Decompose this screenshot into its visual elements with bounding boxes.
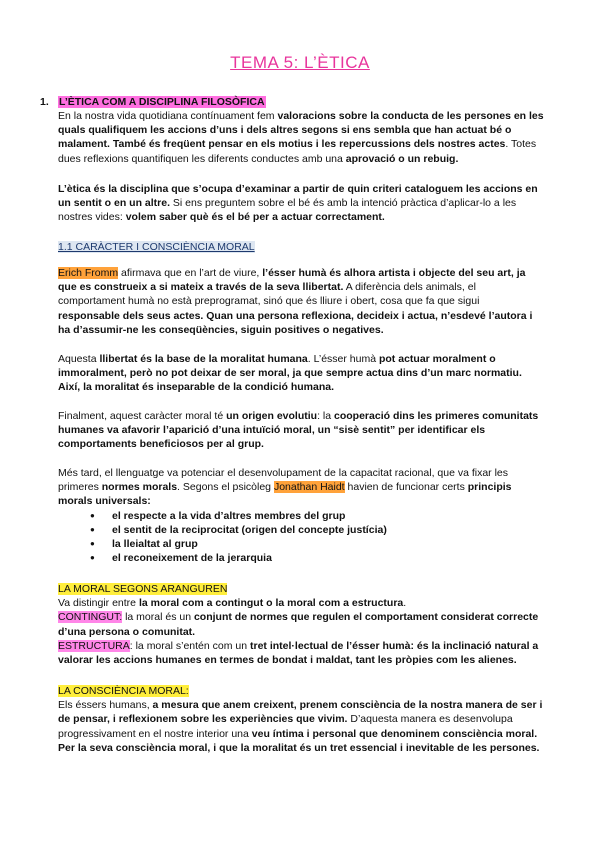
list-item: ● la lleialtat al grup [90,537,544,551]
consciencia-heading: LA CONSCIÈNCIA MORAL: [58,685,189,697]
principles-list [58,509,544,566]
name-highlight: Jonathan Haidt [273,481,345,494]
list-item: ● el respecte a la vida d’altres membres del grup [90,509,544,523]
consciencia-section: LA CONSCIÈNCIA MORAL: Els éssers humans, a mesura que anem creixent, prenem consciència de la nostra manera de ser i de pensar, i reflexionem sobre les experiències que vivim. D’aquesta manera es desenvolupa progressivament en el nostre interior una veu íntima i personal que denominem consciència moral. Per la seva consciència moral, i que la moralitat és un tret essencial i inevitable de les persones. [58,685,543,754]
list-item: ● el reconeixement de la jerarquia [90,551,544,565]
page-title: TEMA 5: L’ÈTICA [230,53,370,72]
contingut-label: CONTINGUT: [58,611,123,624]
name-highlight: Erich Fromm [58,267,119,279]
list-item: ● el sentit de la reciprocitat (origen del concepte justícia) [90,523,544,537]
section-1-heading [40,96,266,108]
section-1-paragraph-2: L’ètica és la disciplina que s’ocupa d’examinar a partir de quin criteri cataloguem les accions en un sentit o en un altre. Si ens preguntem sobre el bé és amb la intenció pràctica d’aplicar-lo a les nostres vides: volem saber què és el bé per a actuar correctament. [58,183,538,224]
estructura-label: ESTRUCTURA [58,639,130,652]
language-paragraph: Més tard, el llenguatge va potenciar el desenvolupament de la capacitat racional, que va fixar les primeres normes morals. Segons el psicòleg Jonathan Haidt havien de funcionar certs principis morals universals: ● el respecte a la vida d’altres membres del grup ● el sentit de la reciprocitat (origen del concepte justícia) ● la lleialtat al grup ● el reconeixement de la jerarquia [58,466,544,565]
evolution-paragraph: Finalment, aquest caràcter moral té un origen evolutiu: la cooperació dins les primeres comunitats humanes va afavorir l’aparició d’una intuïció moral, un “sisè sentit” per identificar els comportaments beneficiosos per al grup. [58,410,539,451]
section-1-paragraph-1: En la nostra vida quotidiana contínuament fem valoracions sobre la conducta de les persones en les quals qualifiquem les accions d’uns i dels altres segons si ens sembla que han actuat bé o malament. També és freqüent pensar en els motius i les repercussions dels nostres actes. Totes dues reflexions quantifiquen les diferents conductes amb una aprovació o un rebuig. [58,110,544,165]
subsection-heading: 1.1 CARÀCTER I CONSCIÈNCIA MORAL [58,241,255,253]
subsection-1-1-heading [58,240,544,254]
section-number: 1. [40,96,49,108]
aranguren-section: LA MORAL SEGONS ARANGUREN Va distingir entre la moral com a contingut o la moral com a estructura. CONTINGUT: la moral és un conjunt de normes que regulen el comportament considerat correcte d’una persona o comunitat. ESTRUCTURA: la moral s’entén com un tret intel·lectual de l’ésser humà: és la inclinació natural a valorar les accions humanes en termes de bondat i maldat, tant les pròpies com les alienes. [58,583,539,667]
section-heading-text: L’ÈTICA COM A DISCIPLINA FILOSÒFICA [59,96,265,108]
fromm-paragraph: Erich Fromm afirmava que en l’art de viure, l’ésser humà és alhora artista i objecte del seu art, ja que es construeix a si mateix a través de la seva llibertat. A diferència dels animals, el comportament humà no està preprogramat, sinó que és lliure i obert, cosa que fa que sigui responsable dels seus actes. Quan una persona reflexiona, decideix i actua, n’esdevé l’autora i ha d’assumir-ne les conseqüències, siguin positives o negatives. [58,267,533,336]
aranguren-heading: LA MORAL SEGONS ARANGUREN [58,583,228,595]
freedom-paragraph: Aquesta llibertat és la base de la moralitat humana. L’ésser humà pot actuar moralment o immoralment, però no pot deixar de ser moral, ja que sempre actua dins d’un marc normatiu. Així, la moralitat és inseparable de la condició humana. [58,353,522,394]
